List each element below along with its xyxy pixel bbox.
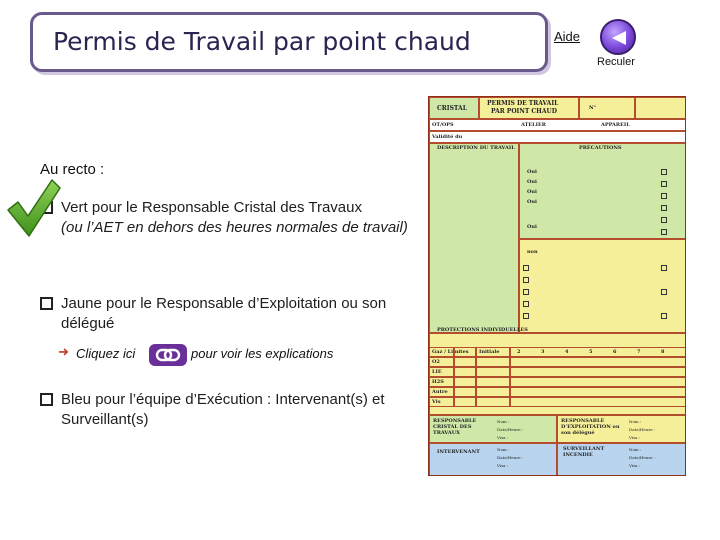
click-prefix: Cliquez ici bbox=[76, 346, 136, 361]
form-validite-label: Validité du bbox=[432, 134, 463, 140]
bullet-blue bbox=[40, 390, 420, 434]
form-atelier-label: ATELIER bbox=[521, 122, 546, 128]
form-oui-4: Oui bbox=[527, 199, 537, 205]
checkbox-bullet-icon bbox=[40, 297, 53, 310]
form-date-1: Date/Heure : bbox=[497, 427, 524, 432]
form-row-lie: LIE bbox=[432, 369, 442, 375]
form-nom-2: Nom : bbox=[629, 419, 642, 424]
intro-text: Au recto : bbox=[40, 161, 105, 178]
permit-form-thumbnail[interactable] bbox=[428, 96, 686, 476]
form-col-2: 2 bbox=[517, 349, 521, 355]
form-visa-3: Visa : bbox=[497, 463, 509, 468]
checkmark-icon bbox=[4, 176, 62, 240]
form-ot-label: OT/OPS bbox=[432, 122, 454, 128]
form-gaz-label: Gaz / Limites bbox=[432, 349, 469, 355]
help-link[interactable]: Aide bbox=[554, 29, 581, 44]
checkbox-bullet-icon bbox=[40, 393, 53, 406]
form-date-4: Date/Heure : bbox=[629, 455, 656, 460]
bullet-yellow-line1: Jaune pour le Responsable d’Exploitation ou son bbox=[61, 295, 387, 312]
bullet-blue-text bbox=[61, 390, 385, 430]
form-row-h2s: H2S bbox=[432, 379, 444, 385]
form-resp-cristal: RESPONSABLE CRISTAL DES TRAVAUX bbox=[433, 418, 477, 436]
bullet-green-line1: Vert pour le Responsable Cristal des Travaux bbox=[61, 199, 362, 216]
bullet-green-text bbox=[61, 198, 408, 238]
form-visa-1: Visa : bbox=[497, 435, 509, 440]
form-col-8: 8 bbox=[661, 349, 665, 355]
title-panel bbox=[30, 12, 548, 72]
form-visa-2: Visa : bbox=[629, 435, 641, 440]
form-oui-1: Oui bbox=[527, 169, 537, 175]
bullet-blue-line2: Surveillant(s) bbox=[61, 411, 149, 428]
chain-link-icon bbox=[149, 344, 187, 366]
form-protections-title: PROTECTIONS INDIVIDUELLES bbox=[437, 327, 528, 333]
form-oui-2: Oui bbox=[527, 179, 537, 185]
form-col-3: 3 bbox=[541, 349, 545, 355]
form-non: non bbox=[527, 249, 538, 255]
form-col-6: 6 bbox=[613, 349, 617, 355]
explanations-link-button[interactable] bbox=[149, 344, 187, 366]
form-intervenant: INTERVENANT bbox=[437, 449, 480, 455]
bullet-green-line2: (ou l’AET en dehors des heures normales de travail) bbox=[61, 219, 408, 236]
form-row-autre: Autre bbox=[432, 389, 448, 395]
bullet-yellow-line2: délégué bbox=[61, 315, 115, 332]
form-col-4: 4 bbox=[565, 349, 569, 355]
bullet-yellow-text bbox=[61, 294, 386, 334]
right-arrow-icon: ➜ bbox=[58, 344, 69, 359]
form-logo: CRISTAL bbox=[437, 105, 467, 112]
bullet-blue-line1: Bleu pour l’équipe d’Exécution : Intervenant(s) et bbox=[61, 391, 385, 408]
form-resp-exploitation: RESPONSABLE D’EXPLOITATION ou son délégué bbox=[561, 418, 620, 436]
form-visa-4: Visa : bbox=[629, 463, 641, 468]
form-description-title: DESCRIPTION DU TRAVAIL bbox=[437, 145, 515, 151]
back-button-label[interactable]: Reculer bbox=[597, 56, 635, 68]
form-appareil-label: APPAREIL bbox=[601, 122, 630, 128]
form-number-label: N° bbox=[589, 105, 597, 111]
form-nom-3: Nom : bbox=[497, 447, 510, 452]
form-surveillant: SURVEILLANT INCENDIE bbox=[563, 446, 605, 458]
form-precautions-title: PRÉCAUTIONS bbox=[579, 145, 622, 151]
form-col-5: 5 bbox=[589, 349, 593, 355]
form-initiale-label: Initiale bbox=[479, 349, 500, 355]
page-title: Permis de Travail par point chaud bbox=[53, 27, 471, 56]
form-oui-3: Oui bbox=[527, 189, 537, 195]
click-suffix: pour voir les explications bbox=[191, 346, 334, 361]
form-row-o2: O2 bbox=[432, 359, 440, 365]
bullet-green bbox=[40, 198, 420, 242]
form-row-vis: Vis bbox=[432, 399, 441, 405]
form-col-7: 7 bbox=[637, 349, 641, 355]
form-title-line2: PAR POINT CHAUD bbox=[491, 108, 557, 115]
bullet-yellow bbox=[40, 294, 420, 338]
form-date-2: Date/Heure : bbox=[629, 427, 656, 432]
form-nom-4: Nom : bbox=[629, 447, 642, 452]
back-button[interactable] bbox=[600, 19, 636, 55]
left-triangle-icon bbox=[610, 30, 628, 46]
form-oui-5: Oui bbox=[527, 224, 537, 230]
form-nom-1: Nom : bbox=[497, 419, 510, 424]
form-date-3: Date/Heure : bbox=[497, 455, 524, 460]
form-title-line1: PERMIS DE TRAVAIL bbox=[487, 100, 559, 107]
